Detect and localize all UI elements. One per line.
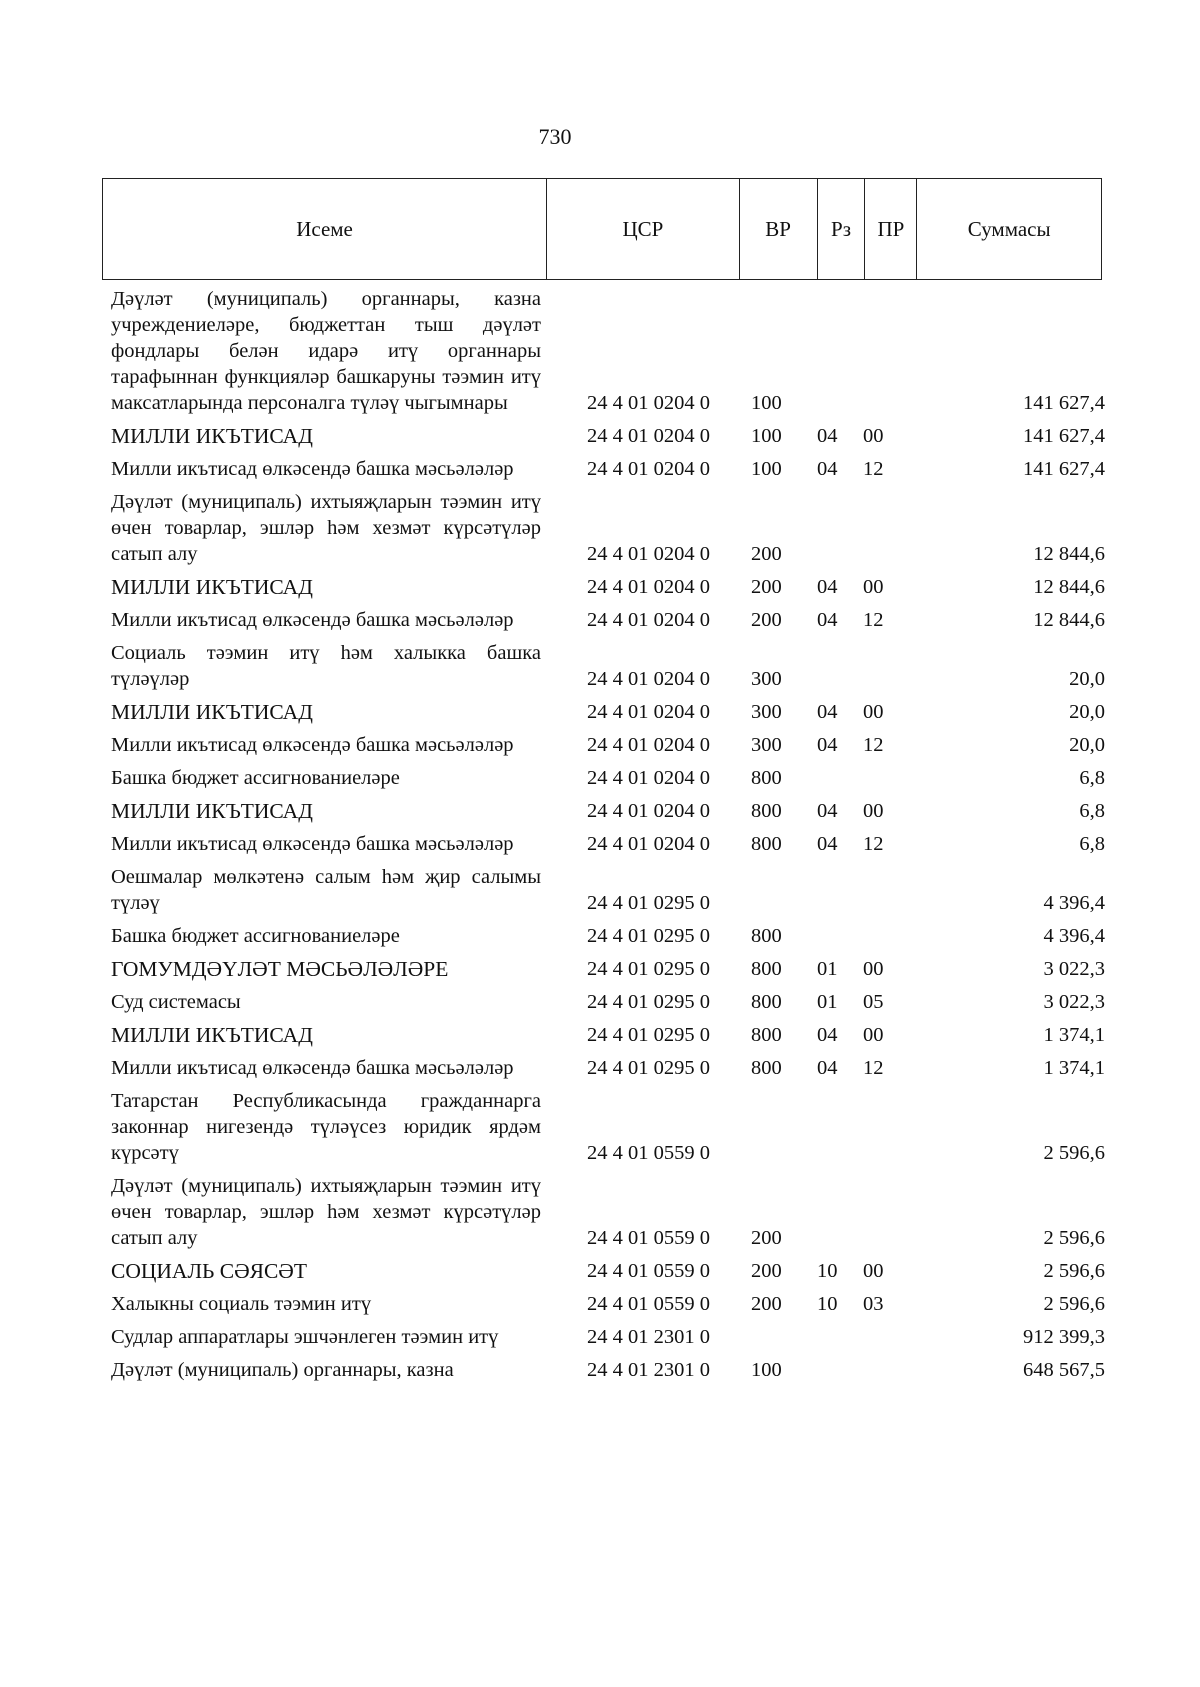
cell-vr: 200 bbox=[751, 543, 782, 565]
table-row bbox=[111, 956, 1105, 982]
table-row bbox=[111, 1357, 1105, 1383]
cell-sum: 4 396,4 bbox=[1043, 925, 1105, 947]
cell-rz: 04 bbox=[817, 1024, 838, 1046]
table-body bbox=[111, 286, 1105, 1390]
cell-pr: 05 bbox=[863, 991, 884, 1013]
column-header-csr: ЦСР bbox=[547, 179, 740, 279]
table-row bbox=[111, 607, 1105, 633]
cell-csr: 24 4 01 2301 0 bbox=[587, 1359, 710, 1381]
table-row bbox=[111, 699, 1105, 725]
cell-csr: 24 4 01 0295 0 bbox=[587, 1057, 710, 1079]
cell-sum: 141 627,4 bbox=[1023, 392, 1105, 414]
cell-sum: 2 596,6 bbox=[1043, 1293, 1105, 1315]
cell-rz: 04 bbox=[817, 1057, 838, 1079]
cell-vr: 300 bbox=[751, 668, 782, 690]
cell-vr: 800 bbox=[751, 833, 782, 855]
cell-sum: 6,8 bbox=[1079, 833, 1105, 855]
cell-vr: 300 bbox=[751, 734, 782, 756]
cell-name: Дәүләт (муниципаль) органнары, казна bbox=[111, 1359, 454, 1381]
cell-vr: 800 bbox=[751, 1024, 782, 1046]
page-number: 730 bbox=[538, 124, 572, 149]
cell-sum: 141 627,4 bbox=[1023, 458, 1105, 480]
cell-vr: 100 bbox=[751, 392, 782, 414]
cell-csr: 24 4 01 0295 0 bbox=[587, 991, 710, 1013]
cell-rz: 10 bbox=[817, 1293, 838, 1315]
cell-vr: 100 bbox=[751, 1359, 782, 1381]
cell-csr: 24 4 01 0295 0 bbox=[587, 958, 710, 980]
cell-pr: 12 bbox=[863, 458, 884, 480]
cell-csr: 24 4 01 0204 0 bbox=[587, 543, 710, 565]
cell-sum: 12 844,6 bbox=[1033, 576, 1105, 598]
cell-rz: 04 bbox=[817, 458, 838, 480]
table-row bbox=[111, 864, 1105, 916]
column-header-sum: Суммасы bbox=[967, 216, 1051, 241]
cell-csr: 24 4 01 0204 0 bbox=[587, 458, 710, 480]
cell-csr: 24 4 01 0559 0 bbox=[587, 1227, 710, 1249]
cell-name: Милли икътисад өлкәсендә башка мәсьәләләр bbox=[111, 833, 514, 855]
cell-name: Дәүләт (муниципаль) органнары, казна учреждениеләре, бюджеттан тыш дәүләт фондлары белән идарә итү органнары тарафыннан функцияләр башкаруны тәэмин итү максатларында персоналга түләү чыгымнары bbox=[111, 288, 541, 414]
cell-vr: 800 bbox=[751, 800, 782, 822]
cell-rz: 04 bbox=[817, 576, 838, 598]
cell-name: Дәүләт (муниципаль) ихтыяҗларын тәэмин итү өчен товарлар, эшләр һәм хезмәт күрсәтүләр сатып алу bbox=[111, 1175, 541, 1249]
cell-pr: 00 bbox=[863, 1024, 884, 1046]
cell-sum: 2 596,6 bbox=[1043, 1260, 1105, 1282]
cell-rz: 04 bbox=[817, 734, 838, 756]
cell-rz: 04 bbox=[817, 833, 838, 855]
table-row bbox=[111, 1055, 1105, 1081]
cell-sum: 1 374,1 bbox=[1043, 1024, 1105, 1046]
cell-pr: 03 bbox=[863, 1293, 884, 1315]
cell-sum: 4 396,4 bbox=[1043, 892, 1105, 914]
cell-name: Дәүләт (муниципаль) ихтыяҗларын тәэмин итү өчен товарлар, эшләр һәм хезмәт күрсәтүләр сатып алу bbox=[111, 491, 541, 565]
column-header-name: Исеме bbox=[103, 179, 547, 279]
cell-name: Татарстан Республикасында гражданнарга законнар нигезендә түләүсез юридик ярдәм күрсәтү bbox=[111, 1090, 541, 1164]
cell-name: Милли икътисад өлкәсендә башка мәсьәләләр bbox=[111, 609, 514, 631]
cell-name: Башка бюджет ассигнованиеләре bbox=[111, 767, 400, 789]
cell-csr: 24 4 01 0295 0 bbox=[587, 1024, 710, 1046]
table-row bbox=[111, 732, 1105, 758]
cell-sum: 20,0 bbox=[1069, 701, 1105, 723]
table-row bbox=[111, 1022, 1105, 1048]
cell-rz: 01 bbox=[817, 958, 838, 980]
cell-name: МИЛЛИ ИКЪТИСАД bbox=[111, 575, 313, 599]
table-row bbox=[111, 489, 1105, 567]
cell-pr: 12 bbox=[863, 1057, 884, 1079]
table-row bbox=[111, 923, 1105, 949]
cell-name: МИЛЛИ ИКЪТИСАД bbox=[111, 700, 313, 724]
cell-sum: 141 627,4 bbox=[1023, 425, 1105, 447]
cell-vr: 800 bbox=[751, 958, 782, 980]
cell-sum: 2 596,6 bbox=[1043, 1142, 1105, 1164]
cell-name: Милли икътисад өлкәсендә башка мәсьәләләр bbox=[111, 1057, 514, 1079]
cell-sum: 6,8 bbox=[1079, 800, 1105, 822]
cell-sum: 6,8 bbox=[1079, 767, 1105, 789]
table-row bbox=[111, 1324, 1105, 1350]
cell-csr: 24 4 01 0295 0 bbox=[587, 892, 710, 914]
cell-name: Милли икътисад өлкәсендә башка мәсьәләләр bbox=[111, 734, 514, 756]
cell-pr: 12 bbox=[863, 734, 884, 756]
cell-name: Башка бюджет ассигнованиеләре bbox=[111, 925, 400, 947]
table-row bbox=[111, 765, 1105, 791]
cell-csr: 24 4 01 0559 0 bbox=[587, 1260, 710, 1282]
cell-vr: 800 bbox=[751, 767, 782, 789]
table-row bbox=[111, 1088, 1105, 1166]
cell-sum: 648 567,5 bbox=[1023, 1359, 1105, 1381]
cell-vr: 200 bbox=[751, 1293, 782, 1315]
cell-sum: 12 844,6 bbox=[1033, 609, 1105, 631]
cell-pr: 00 bbox=[863, 425, 884, 447]
table-row bbox=[111, 1173, 1105, 1251]
table-row bbox=[111, 456, 1105, 482]
cell-sum: 3 022,3 bbox=[1043, 991, 1105, 1013]
cell-sum: 20,0 bbox=[1069, 734, 1105, 756]
cell-name: МИЛЛИ ИКЪТИСАД bbox=[111, 1023, 313, 1047]
cell-rz: 10 bbox=[817, 1260, 838, 1282]
cell-pr: 00 bbox=[863, 958, 884, 980]
table-header bbox=[102, 178, 1102, 280]
cell-pr: 00 bbox=[863, 701, 884, 723]
cell-rz: 04 bbox=[817, 425, 838, 447]
cell-vr: 800 bbox=[751, 1057, 782, 1079]
cell-pr: 00 bbox=[863, 1260, 884, 1282]
cell-csr: 24 4 01 0204 0 bbox=[587, 701, 710, 723]
cell-vr: 100 bbox=[751, 425, 782, 447]
column-header-vr: ВР bbox=[740, 179, 818, 279]
table-row bbox=[111, 574, 1105, 600]
cell-sum: 1 374,1 bbox=[1043, 1057, 1105, 1079]
cell-rz: 04 bbox=[817, 609, 838, 631]
cell-name: Оешмалар мөлкәтенә салым һәм җир салымы түләү bbox=[111, 866, 541, 914]
cell-name: Судлар аппаратлары эшчәнлеген тәэмин итү bbox=[111, 1326, 499, 1348]
cell-csr: 24 4 01 0204 0 bbox=[587, 425, 710, 447]
cell-name: Социаль тәэмин итү һәм халыкка башка түләүләр bbox=[111, 642, 541, 690]
cell-csr: 24 4 01 0204 0 bbox=[587, 734, 710, 756]
cell-csr: 24 4 01 2301 0 bbox=[587, 1326, 710, 1348]
table-row bbox=[111, 798, 1105, 824]
cell-csr: 24 4 01 0295 0 bbox=[587, 925, 710, 947]
table-row bbox=[111, 989, 1105, 1015]
table-row bbox=[111, 1291, 1105, 1317]
cell-name: Халыкны социаль тәэмин итү bbox=[111, 1293, 372, 1315]
cell-csr: 24 4 01 0204 0 bbox=[587, 392, 710, 414]
cell-vr: 200 bbox=[751, 576, 782, 598]
cell-name: Суд системасы bbox=[111, 991, 241, 1013]
cell-rz: 04 bbox=[817, 800, 838, 822]
column-header-pr: ПР bbox=[865, 179, 917, 279]
cell-sum: 20,0 bbox=[1069, 668, 1105, 690]
cell-csr: 24 4 01 0204 0 bbox=[587, 800, 710, 822]
table-row bbox=[111, 640, 1105, 692]
table-row bbox=[111, 286, 1105, 416]
cell-csr: 24 4 01 0204 0 bbox=[587, 668, 710, 690]
cell-pr: 00 bbox=[863, 800, 884, 822]
table-row bbox=[111, 831, 1105, 857]
cell-vr: 100 bbox=[751, 458, 782, 480]
cell-vr: 200 bbox=[751, 1227, 782, 1249]
cell-csr: 24 4 01 0204 0 bbox=[587, 767, 710, 789]
cell-name: ГОМУМДӘҮЛӘТ МӘСЬӘЛӘЛӘРЕ bbox=[111, 957, 449, 981]
cell-name: МИЛЛИ ИКЪТИСАД bbox=[111, 799, 313, 823]
cell-pr: 00 bbox=[863, 576, 884, 598]
cell-sum: 3 022,3 bbox=[1043, 958, 1105, 980]
table-row bbox=[111, 423, 1105, 449]
table-row bbox=[111, 1258, 1105, 1284]
cell-csr: 24 4 01 0559 0 bbox=[587, 1142, 710, 1164]
cell-csr: 24 4 01 0559 0 bbox=[587, 1293, 710, 1315]
cell-csr: 24 4 01 0204 0 bbox=[587, 609, 710, 631]
cell-rz: 01 bbox=[817, 991, 838, 1013]
cell-pr: 12 bbox=[863, 609, 884, 631]
cell-vr: 200 bbox=[751, 1260, 782, 1282]
cell-vr: 800 bbox=[751, 991, 782, 1013]
cell-sum: 2 596,6 bbox=[1043, 1227, 1105, 1249]
cell-sum: 912 399,3 bbox=[1023, 1326, 1105, 1348]
cell-csr: 24 4 01 0204 0 bbox=[587, 833, 710, 855]
cell-name: МИЛЛИ ИКЪТИСАД bbox=[111, 424, 313, 448]
column-header-rz: Рз bbox=[818, 179, 866, 279]
cell-vr: 800 bbox=[751, 925, 782, 947]
cell-vr: 200 bbox=[751, 609, 782, 631]
cell-pr: 12 bbox=[863, 833, 884, 855]
cell-name: Милли икътисад өлкәсендә башка мәсьәләләр bbox=[111, 458, 514, 480]
cell-vr: 300 bbox=[751, 701, 782, 723]
cell-rz: 04 bbox=[817, 701, 838, 723]
cell-csr: 24 4 01 0204 0 bbox=[587, 576, 710, 598]
cell-name: СОЦИАЛЬ СӘЯСӘТ bbox=[111, 1259, 307, 1283]
cell-sum: 12 844,6 bbox=[1033, 543, 1105, 565]
